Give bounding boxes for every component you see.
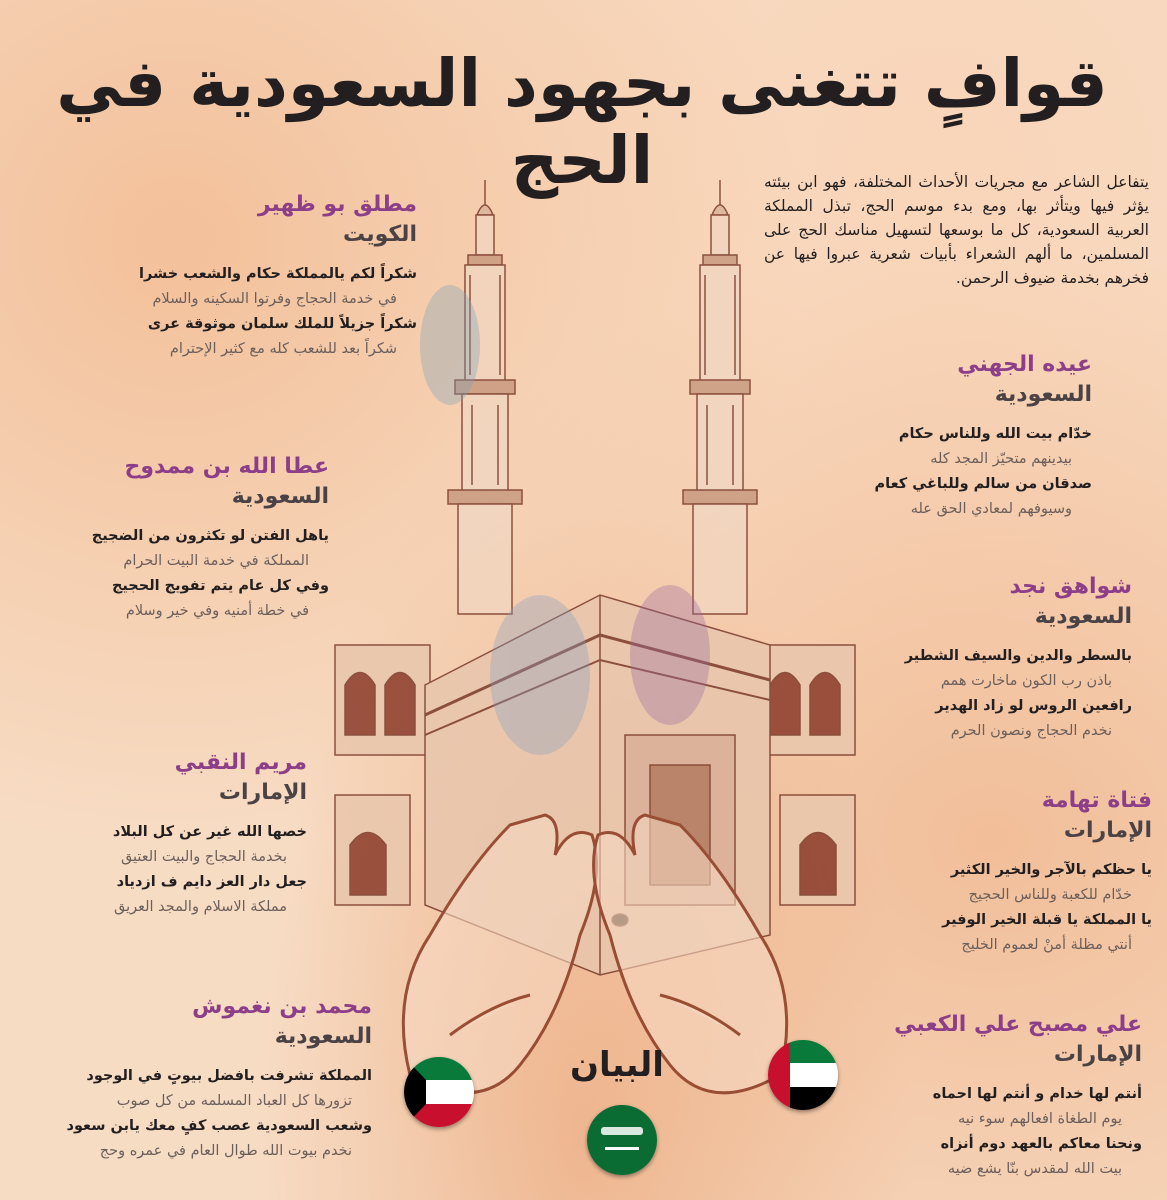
verse-line: وفي كل عام يتم تفويج الحجيج (111, 578, 329, 594)
kuwait-flag-icon (404, 1057, 474, 1127)
verse-line: نخدم الحجاج ونصون الحرم (950, 723, 1112, 739)
poet-name: مطلق بو ظهير (257, 192, 417, 217)
poet-name: عيده الجهني (957, 352, 1092, 377)
verse-line: يوم الطغاة افعالهم سوء نيه (957, 1111, 1122, 1127)
verse-line: المملكة تشرفت بافضل بيوتٍ في الوجود (86, 1068, 372, 1084)
intro-paragraph: يتفاعل الشاعر مع مجريات الأحداث المختلفة، فهو ابن بيئته يؤثر فيها ويتأثر بها، ومع بدء موسم الحج، تبذل المملكة العربية السعودية، كل ما بوسعها لتسهيل مناسك الحج على المسلمين، ما ألهم الشعراء بأبيات شعرية عبروا فيها عن فخرهم بخدمة ضيوف الرحمن. (764, 173, 1149, 287)
poet-country: السعودية (231, 484, 329, 509)
verse-line: رافعين الروس لو زاد الهدير (935, 698, 1132, 714)
verse-line: شكراً لكم يالمملكة حكام والشعب خشرا (139, 266, 417, 282)
poet-card-ataallah (29, 452, 329, 624)
right-minaret (683, 180, 757, 614)
poet-card-ali-alkaabi (822, 1010, 1142, 1182)
poet-card-maryam (17, 748, 307, 920)
verse-line: تزورها كل العباد المسلمه من كل صوب (116, 1093, 352, 1109)
verse-line: شكراً جزيلاً للملك سلمان موثوقة عرى (147, 316, 417, 332)
verse-line: صدقان من سالم وللباغي كعام (874, 476, 1092, 492)
poet-card-eida (792, 350, 1092, 522)
verse-line: يا المملكة يا قبلة الخير الوفير (942, 912, 1152, 928)
verse-line: شكراً بعد للشعب كله مع كثير الإحترام (169, 341, 397, 357)
poet-name: عطا الله بن ممدوح (124, 454, 329, 479)
page-title: قوافٍ تتغنى بجهود السعودية في الحج (56, 45, 1108, 199)
poet-name: محمد بن نغموش (192, 994, 372, 1019)
poet-country: السعودية (994, 382, 1092, 407)
verse-line: خصها الله غير عن كل البلاد (112, 824, 307, 840)
verse-line: بخدمة الحجاج والبيت العتيق (120, 849, 287, 865)
verse-line: جعل دار العز دايم ف ازدياد (116, 874, 307, 890)
verse-line: باذن رب الكون ماخارت همم (940, 673, 1112, 689)
poet-name: مريم النقبي (174, 750, 307, 775)
poet-card-fatat-tihama (862, 786, 1152, 958)
verse-line: بالسطر والدين والسيف الشطير (904, 648, 1132, 664)
saudi-flag-icon (587, 1105, 657, 1175)
verse-line: المملكة في خدمة البيت الحرام (123, 553, 309, 569)
verse-line: في خطة أمنيه وفي خير وسلام (125, 603, 309, 619)
verse-line: بيدينهم متحيّز المجد كله (930, 451, 1072, 467)
uae-flag-icon (768, 1040, 838, 1110)
poet-name: شواهق نجد (1009, 574, 1132, 599)
poet-name: فتاة تهامة (1041, 788, 1152, 813)
verse-line: وسيوفهم لمعادي الحق عله (910, 501, 1072, 517)
albayan-logo: البيان (570, 1045, 664, 1085)
poet-card-mohammed (12, 992, 372, 1164)
verse-line: أنتي مظلة أمنْ لعموم الخليج (961, 937, 1132, 953)
poet-name: علي مصبح علي الكعبي (894, 1012, 1142, 1037)
verse-line: خدّام للكعبة وللناس الحجيج (968, 887, 1132, 903)
verse-line: ونحنا معاكم بالعهد دوم أنزاه (940, 1136, 1142, 1152)
verse-line: بيت الله لمقدس بنّا يشع ضيه (947, 1161, 1122, 1177)
poet-card-mutlaq (27, 190, 417, 362)
verse-line: نخدم بيوت الله طوال العام في عمره وحج (99, 1143, 352, 1159)
verse-line: أنتم لها خدام و أنتم لها احماه (932, 1086, 1142, 1102)
poet-country: الإمارات (1063, 818, 1152, 843)
poet-country: الإمارات (218, 780, 307, 805)
poet-country: السعودية (1034, 604, 1132, 629)
verse-line: ياهل الفتن لو تكثرون من الضجيج (91, 528, 329, 544)
verse-line: يا حظكم بالآجر والخير الكثير (950, 862, 1152, 878)
verse-line: مملكة الاسلام والمجد العريق (113, 899, 287, 915)
verse-line: في خدمة الحجاج وفرتوا السكينه والسلام (152, 291, 397, 307)
poet-country: الكويت (343, 222, 417, 247)
verse-line: وشعب السعودية عصب كفٍ معك يابن سعود (66, 1118, 372, 1134)
poet-country: السعودية (274, 1024, 372, 1049)
verse-line: خدّام بيت الله وللناس حكام (898, 426, 1092, 442)
poet-country: الإمارات (1053, 1042, 1142, 1067)
poet-card-shawahiq (842, 572, 1132, 744)
